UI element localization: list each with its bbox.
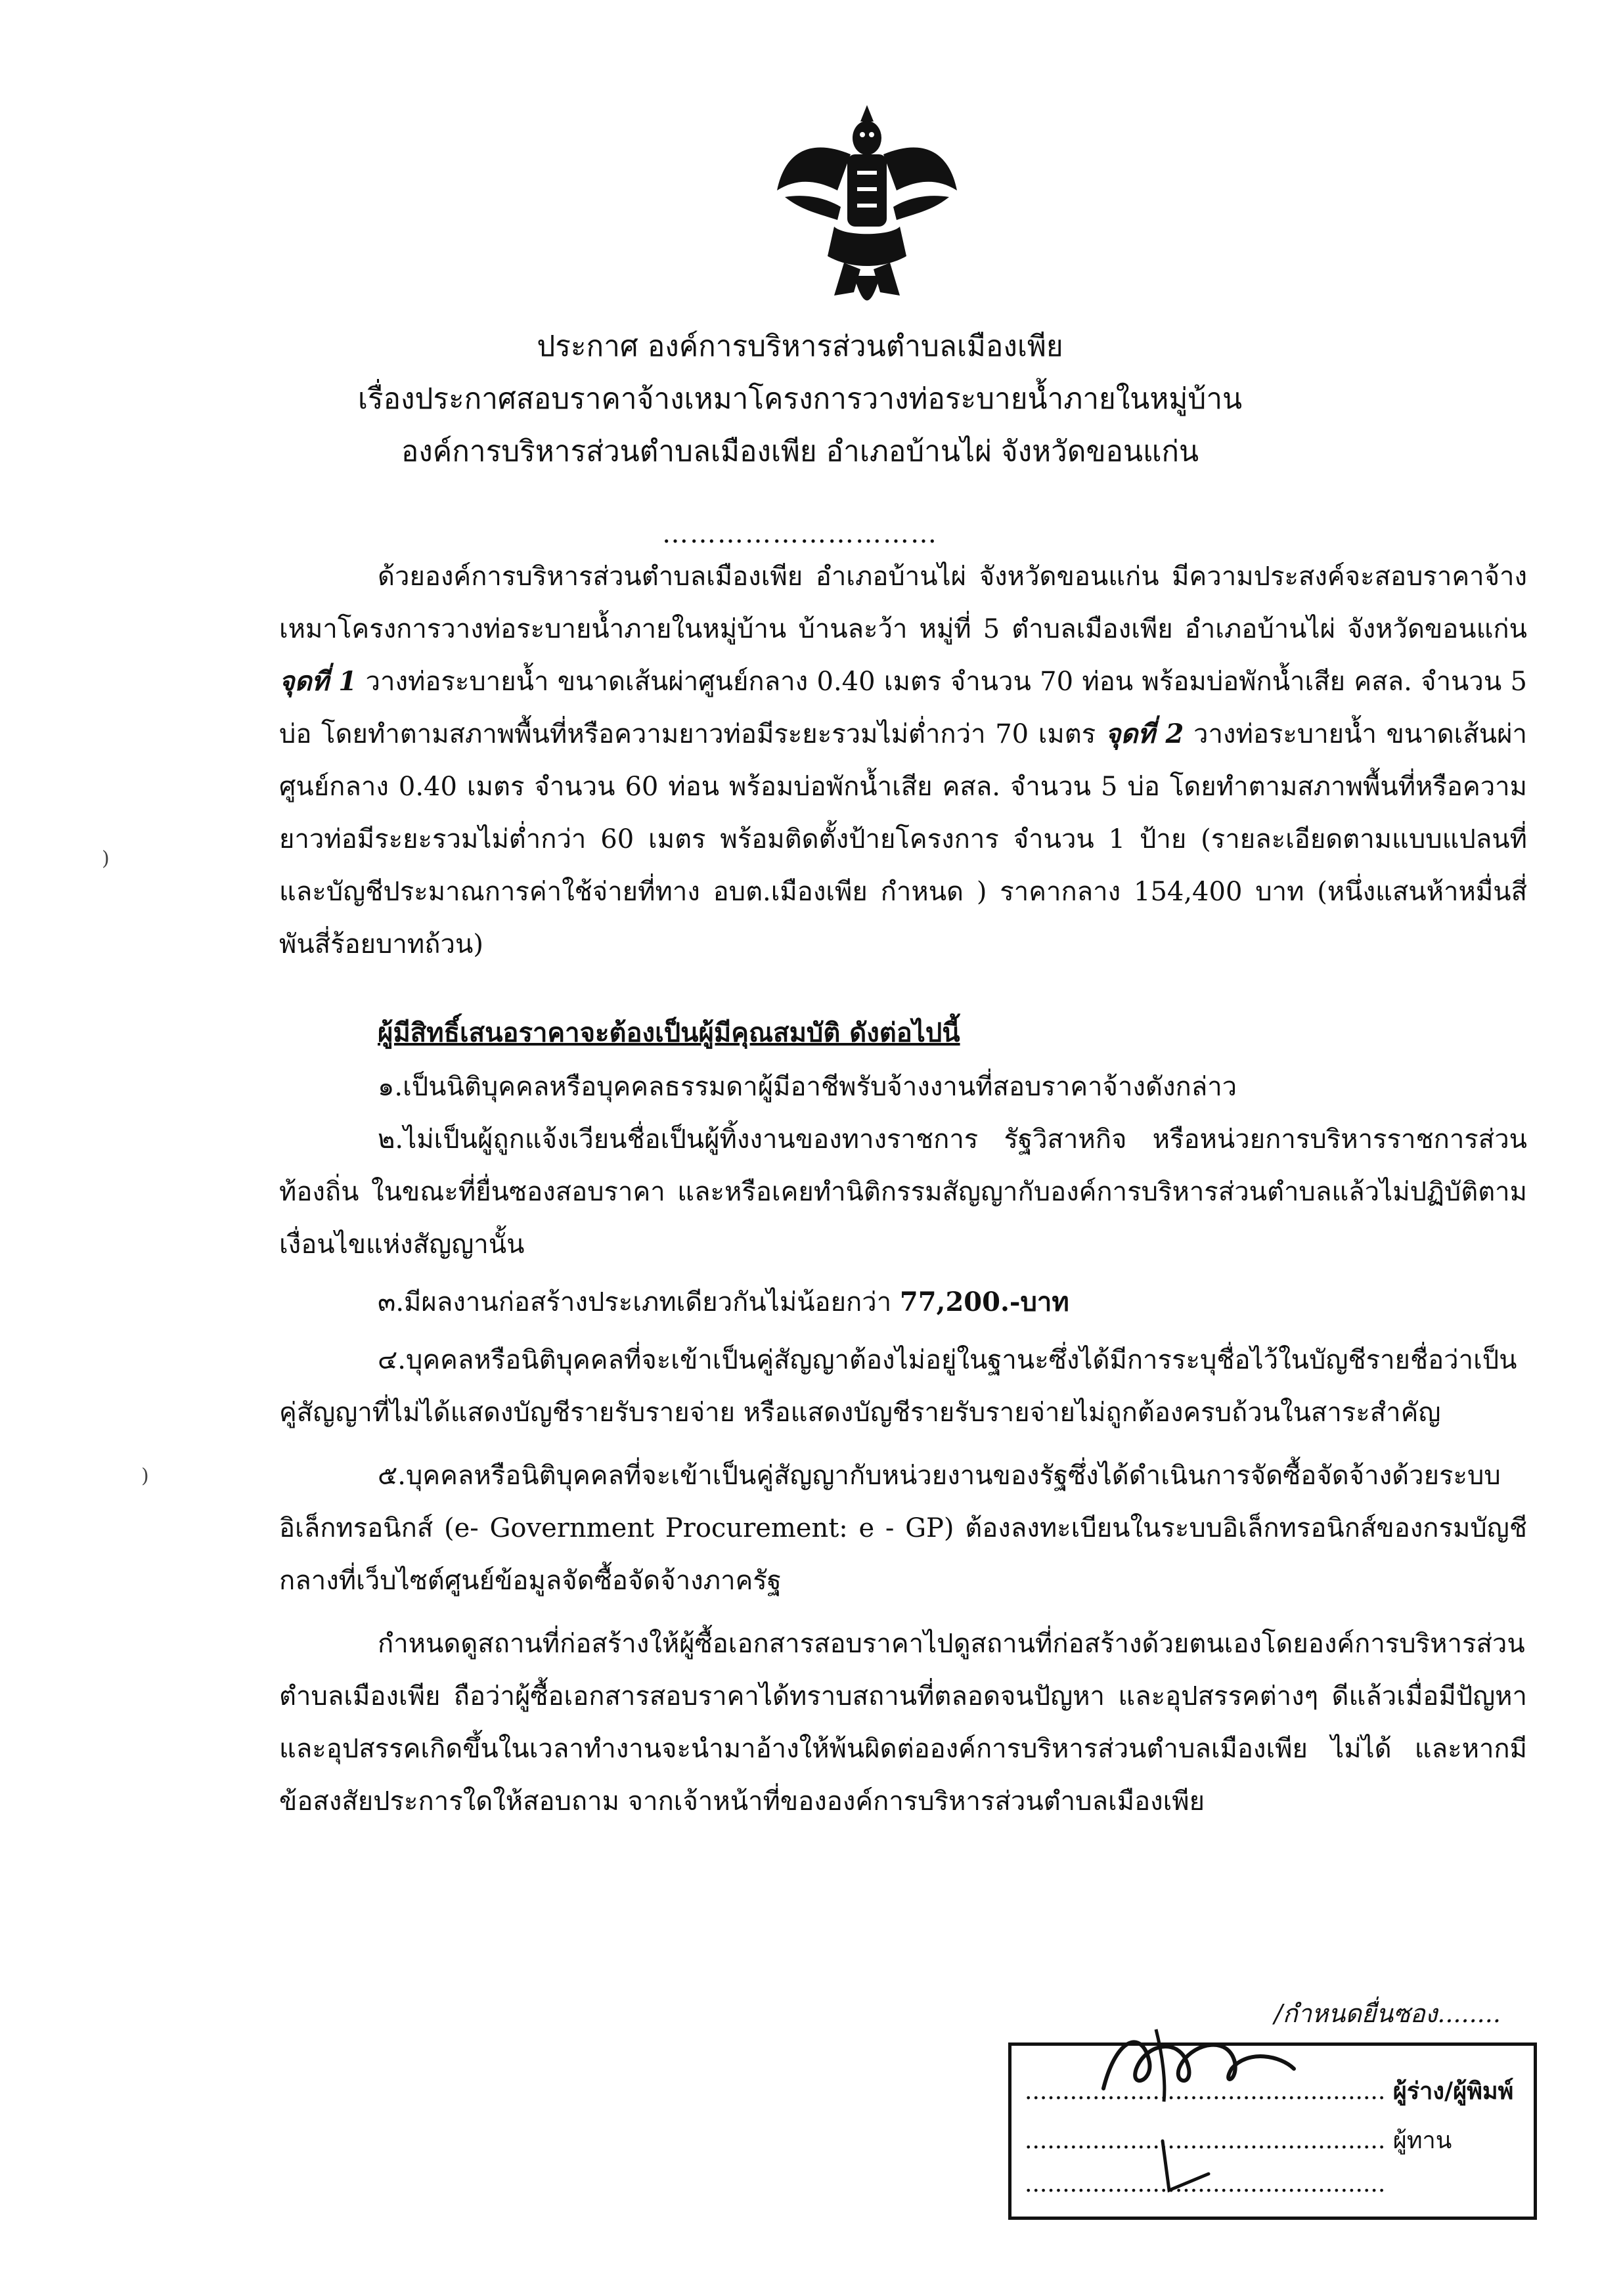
qualifications-heading: ผู้มีสิทธิ์เสนอราคาจะต้องเป็นผู้มีคุณสมบัติ ดังต่อไปนี้ <box>378 1017 960 1048</box>
qualification-item-5: ๕.บุคคลหรือนิติบุคคลที่จะเข้าเป็นคู่สัญญากับหน่วยงานของรัฐซึ่งได้ดำเนินการจัดซื้อจัดจ้างด้วยระบบอิเล็กทรอนิกส์ (e- Government Procurement: e - GP) ต้องลงทะเบียนในระบบอิเล็กทรอนิกส์ของกรมบัญชีกลางที่เว็บไซต์ศูนย์ข้อมูลจัดซื้อจัดจ้างภาครัฐ <box>279 1461 1527 1596</box>
title-separator: ………………………… <box>662 519 938 549</box>
qualification-item-3 <box>279 1276 1527 1329</box>
announcement-organization: องค์การบริหารส่วนตำบลเมืองเพีย อำเภอบ้านไผ่ จังหวัดขอนแก่น <box>401 435 1199 468</box>
qualification-item-1: ๑.เป็นนิติบุคคลหรือบุคคลธรรมดาผู้มีอาชีพรับจ้างงานที่สอบราคาจ้างดังกล่าว <box>378 1072 1237 1102</box>
scan-mark: ) <box>102 847 110 870</box>
announcement-subject: เรื่องประกาศสอบราคาจ้างเหมาโครงการวางท่อระบายน้ำภายในหมู่บ้าน <box>357 382 1243 416</box>
drafter-label: ผู้ร่าง/ผู้พิมพ์ <box>1392 2077 1514 2105</box>
reviewer-label: ผู้ทาน <box>1392 2127 1452 2154</box>
scan-mark: ) <box>141 1465 149 1488</box>
qualification-item-3-text: ๓.มีผลงานก่อสร้างประเภทเดียวกันไม่น้อยกว่า <box>378 1287 900 1317</box>
qualifications-list <box>279 1061 1527 1828</box>
signature-dots: ................................................ <box>1025 2127 1386 2154</box>
signature-box <box>1008 2042 1537 2220</box>
intro-part2: วางท่อระบายน้ำ ขนาดเส้นผ่าศูนย์กลาง 0.40 เมตร จำนวน 70 ท่อน พร้อมบ่อพักน้ำเสีย คสล. จำนวน 5 บ่อ โดยทำตามสภาพพื้นที่หรือความยาวท่อมีระยะรวมไม่ต่ำกว่า 70 เมตร <box>279 667 1528 749</box>
point1-label: จุดที่ 1 <box>279 666 357 697</box>
site-visit-paragraph: กำหนดดูสถานที่ก่อสร้างให้ผู้ซื้อเอกสารสอบราคาไปดูสถานที่ก่อสร้างด้วยตนเองโดยองค์การบริหารส่วนตำบลเมืองเพีย ถือว่าผู้ซื้อเอกสารสอบราคาได้ทราบสถานที่ตลอดจนปัญหา และอุปสรรคต่างๆ ดีแล้วเมื่อมีปัญหาและอุปสรรคเกิดขึ้นในเวลาทำงานจะนำมาอ้างให้พ้นผิดต่อองค์การบริหารส่วนตำบลเมืองเพีย ไม่ได้ และหากมีข้อสงสัยประการใดให้สอบถาม จากเจ้าหน้าที่ขององค์การบริหารส่วนตำบลเมืองเพีย <box>279 1629 1527 1817</box>
garuda-emblem-icon <box>772 99 962 315</box>
signature-dots: ................................................ <box>1025 2078 1386 2105</box>
signature-dots: ................................................ <box>1025 2171 1386 2197</box>
signature-row-drafter <box>1025 2072 1513 2109</box>
point2-label: จุดที่ 2 <box>1105 718 1184 749</box>
qualification-item-2: ๒.ไม่เป็นผู้ถูกแจ้งเวียนชื่อเป็นผู้ทิ้งงานของทางราชการ รัฐวิสาหกิจ หรือหน่วยการบริหารราชการส่วนท้องถิ่น ในขณะที่ยื่นซองสอบราคา และหรือเคยทำนิติกรรมสัญญากับองค์การบริหารส่วนตำบลแล้วไม่ปฏิบัติตามเงื่อนไขแห่งสัญญานั้น <box>279 1124 1527 1260</box>
qualification-item-4: ๔.บุคคลหรือนิติบุคคลที่จะเข้าเป็นคู่สัญญาต้องไม่อยู่ในฐานะซึ่งได้มีการระบุชื่อไว้ในบัญชีรายชื่อว่าเป็นคู่สัญญาที่ไม่ได้แสดงบัญชีรายรับรายจ่าย หรือแสดงบัญชีรายรับรายจ่ายไม่ถูกต้องครบถ้วนในสาระสำคัญ <box>279 1345 1517 1428</box>
qualification-item-3-amount: 77,200.-บาท <box>899 1287 1069 1317</box>
intro-part3: วางท่อระบายน้ำ ขนาดเส้นผ่าศูนย์กลาง 0.40 เมตร จำนวน 60 ท่อน พร้อมบ่อพักน้ำเสีย คสล. จำนวน 5 บ่อ โดยทำตามสภาพพื้นที่หรือความยาวท่อมีระยะรวมไม่ต่ำกว่า 60 เมตร พร้อมติดตั้งป้ายโครงการ จำนวน 1 ป้าย (รายละเอียดตามแบบแปลนที่ และบัญชีประมาณการค่าใช้จ่ายที่ทาง อบต.เมืองเพีย กำหนด ) ราคากลาง 154,400 บาท (หนึ่งแสนห้าหมื่นสี่พันสี่ร้อยบาทถ้วน) <box>279 719 1527 960</box>
intro-paragraph <box>279 550 1527 971</box>
continuation-note: /กำหนดยื่นซอง........ <box>1274 1999 1501 2028</box>
announcement-title: ประกาศ องค์การบริหารส่วนตำบลเมืองเพีย <box>537 330 1063 363</box>
intro-part1: ด้วยองค์การบริหารส่วนตำบลเมืองเพีย อำเภอบ้านไผ่ จังหวัดขอนแก่น มีความประสงค์จะสอบราคาจ้างเหมาโครงการวางท่อระบายน้ำภายในหมู่บ้าน บ้านละว้า หมู่ที่ 5 ตำบลเมืองเพีย อำเภอบ้านไผ่ จังหวัดขอนแก่น <box>279 562 1527 644</box>
handwritten-initial-icon <box>1143 2128 1222 2200</box>
signature-row-reviewer <box>1025 2121 1452 2159</box>
